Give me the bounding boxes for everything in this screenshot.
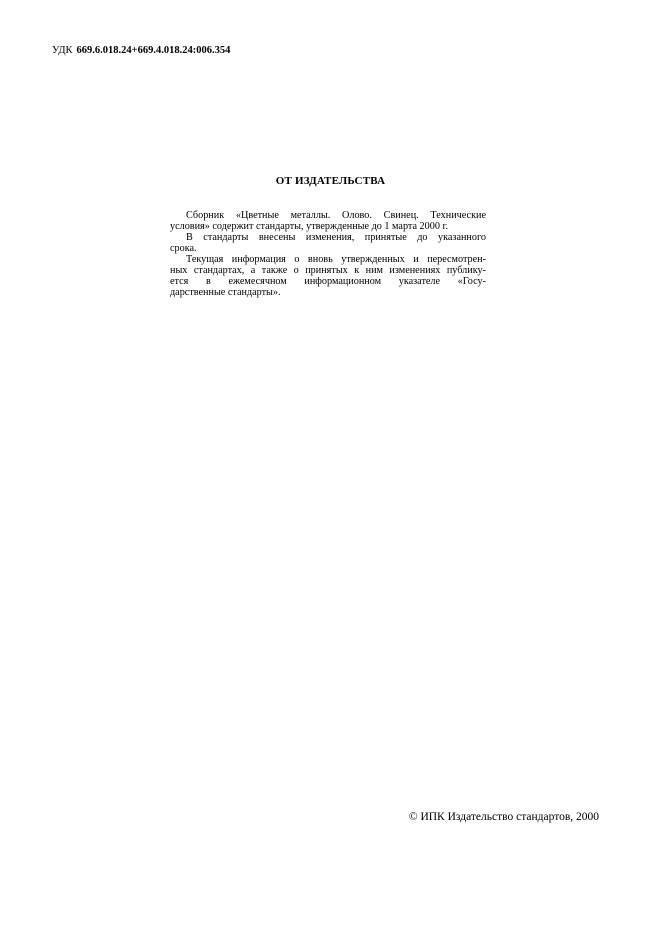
- text-line: ных стандартах, а также о принятых к ним изменениях публику-: [170, 265, 486, 276]
- text-line: Сборник «Цветные металлы. Олово. Свинец. Технические: [186, 210, 486, 221]
- section-title: ОТ ИЗДАТЕЛЬСТВА: [275, 175, 386, 187]
- paragraph-collection-contents: [170, 210, 486, 232]
- text-line: условия» содержит стандарты, утвержденные до 1 марта 2000 г.: [170, 221, 449, 232]
- text-line: Текущая информация о вновь утвержденных и пересмотрен-: [186, 254, 486, 265]
- paragraph-amendments: [170, 232, 486, 254]
- udk-classification: [52, 45, 230, 56]
- text-line: срока.: [170, 243, 197, 254]
- udk-label: УДК: [52, 45, 73, 56]
- text-line: В стандарты внесены изменения, принятые до указанного: [186, 232, 486, 243]
- copyright-notice: © ИПК Издательство стандартов, 2000: [408, 811, 599, 823]
- paragraph-current-info: [170, 254, 486, 298]
- text-line: ется в ежемесячном информационном указателе «Госу-: [170, 276, 486, 287]
- udk-code: 669.6.018.24+669.4.018.24:006.354: [76, 45, 231, 56]
- publisher-note: [170, 210, 486, 298]
- text-line: дарственные стандарты».: [170, 287, 281, 298]
